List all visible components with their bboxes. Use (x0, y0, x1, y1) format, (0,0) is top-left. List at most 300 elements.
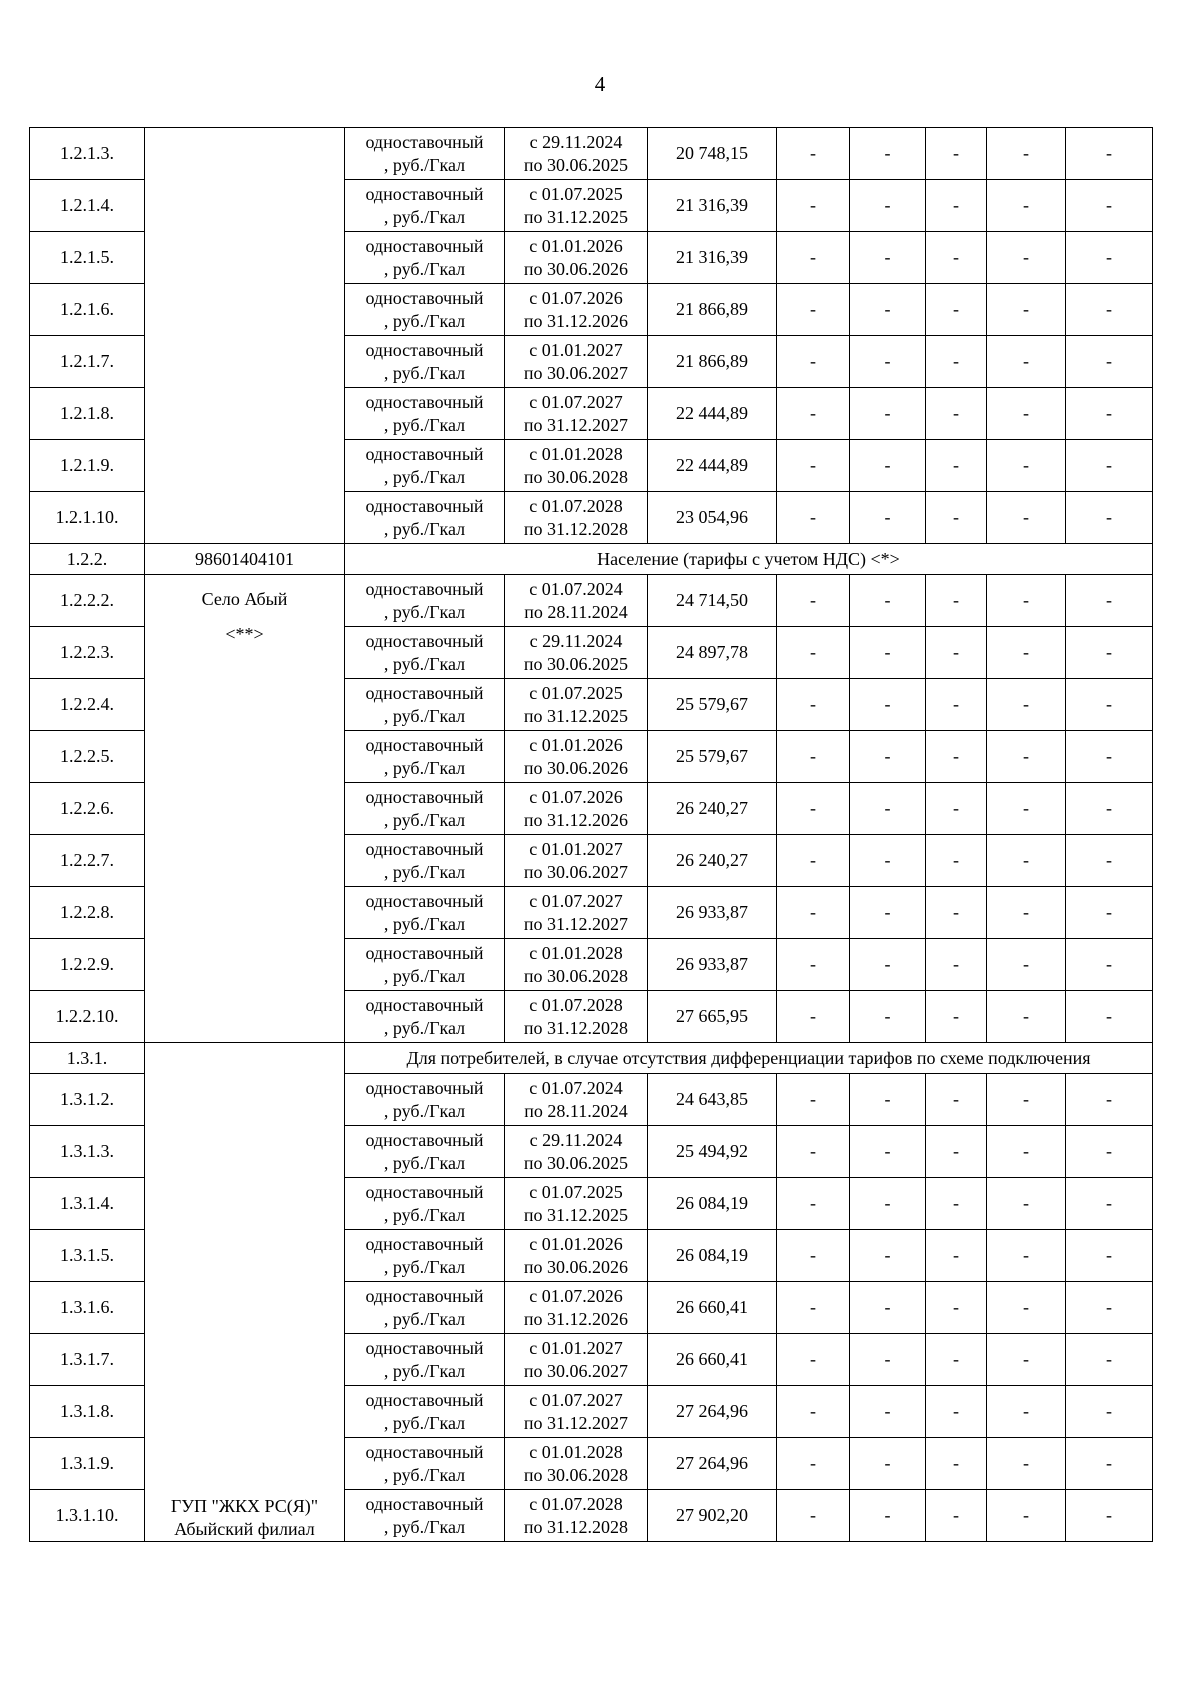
row-number: 1.2.2.4. (30, 679, 145, 731)
empty-value: - (1066, 1334, 1153, 1386)
tariff-value: 20 748,15 (648, 128, 777, 180)
period-line: по 31.12.2027 (523, 1412, 629, 1433)
rate-type-line: , руб./Гкал (383, 466, 466, 487)
empty-value: - (926, 575, 987, 627)
rate-type (345, 492, 505, 544)
empty-value: - (850, 128, 926, 180)
period-line: с 01.07.2027 (529, 890, 623, 911)
empty-value: - (987, 336, 1066, 388)
period-line: по 30.06.2028 (523, 965, 629, 986)
row-number: 1.2.1.3. (30, 128, 145, 180)
rate-type (345, 232, 505, 284)
empty-value: - (777, 128, 850, 180)
row-number: 1.2.2.10. (30, 991, 145, 1043)
empty-value: - (777, 1490, 850, 1542)
empty-value: - (926, 440, 987, 492)
period (505, 128, 648, 180)
rate-type-line: одноставочный (365, 578, 484, 599)
tariff-value: 26 660,41 (648, 1334, 777, 1386)
empty-value: - (850, 835, 926, 887)
row-number: 1.3.1.8. (30, 1386, 145, 1438)
rate-type (345, 1126, 505, 1178)
empty-value: - (926, 679, 987, 731)
row-number: 1.2.2.7. (30, 835, 145, 887)
tariff-value: 22 444,89 (648, 388, 777, 440)
period (505, 1334, 648, 1386)
empty-value: - (850, 388, 926, 440)
period-line: с 01.07.2026 (529, 1285, 623, 1306)
rate-type (345, 1386, 505, 1438)
empty-value: - (777, 575, 850, 627)
empty-value: - (777, 1282, 850, 1334)
empty-value: - (926, 336, 987, 388)
empty-value: - (987, 939, 1066, 991)
page-number: 4 (594, 72, 606, 96)
empty-value: - (1066, 575, 1153, 627)
rate-type (345, 783, 505, 835)
empty-value: - (1066, 1282, 1153, 1334)
period-line: с 01.01.2028 (529, 1441, 623, 1462)
empty-value: - (850, 679, 926, 731)
empty-value: - (926, 180, 987, 232)
period-line: с 29.11.2024 (529, 131, 623, 152)
rate-type-line: , руб./Гкал (383, 414, 466, 435)
empty-value: - (987, 575, 1066, 627)
tariff-value: 21 316,39 (648, 180, 777, 232)
rate-type-line: одноставочный (365, 131, 484, 152)
tariff-value: 22 444,89 (648, 440, 777, 492)
empty-value: - (987, 835, 1066, 887)
empty-value: - (850, 1178, 926, 1230)
rate-type-line: одноставочный (365, 1233, 484, 1254)
row-number: 1.3.1.10. (30, 1490, 145, 1542)
rate-type-line: , руб./Гкал (383, 1017, 466, 1038)
empty-value: - (777, 388, 850, 440)
empty-value: - (777, 284, 850, 336)
period-line: по 31.12.2028 (523, 518, 629, 539)
period-line: с 01.01.2026 (529, 734, 623, 755)
rate-type-line: , руб./Гкал (383, 1360, 466, 1381)
rate-type-line: , руб./Гкал (383, 757, 466, 778)
tariff-value: 21 866,89 (648, 284, 777, 336)
rate-type-line: , руб./Гкал (383, 1152, 466, 1173)
org-name-cell (145, 1043, 345, 1542)
empty-value: - (987, 388, 1066, 440)
empty-value: - (987, 1490, 1066, 1542)
empty-value: - (987, 1334, 1066, 1386)
organization-name: Абыйский филиал (174, 1519, 315, 1539)
rate-type (345, 575, 505, 627)
period (505, 1282, 648, 1334)
period-line: по 31.12.2027 (523, 414, 629, 435)
rate-type-line: , руб./Гкал (383, 1204, 466, 1225)
period-line: по 31.12.2025 (523, 1204, 629, 1225)
empty-value: - (987, 1438, 1066, 1490)
empty-value: - (987, 1178, 1066, 1230)
empty-value: - (1066, 887, 1153, 939)
empty-value: - (777, 887, 850, 939)
row-number: 1.2.1.6. (30, 284, 145, 336)
rate-type-line: , руб./Гкал (383, 913, 466, 934)
rate-type-line: одноставочный (365, 942, 484, 963)
settlement-name: Село Абый (201, 589, 288, 609)
period-line: с 01.07.2027 (529, 391, 623, 412)
period-line: с 01.01.2027 (529, 838, 623, 859)
empty-value: - (1066, 232, 1153, 284)
empty-value: - (1066, 128, 1153, 180)
rate-type-line: одноставочный (365, 183, 484, 204)
empty-value: - (850, 1438, 926, 1490)
rate-type (345, 440, 505, 492)
rate-type (345, 835, 505, 887)
empty-value: - (987, 1230, 1066, 1282)
empty-value: - (987, 783, 1066, 835)
rate-type-line: одноставочный (365, 1441, 484, 1462)
rate-type (345, 939, 505, 991)
empty-value: - (1066, 783, 1153, 835)
row-number: 1.3.1. (30, 1043, 145, 1074)
empty-value: - (777, 1074, 850, 1126)
rate-type (345, 991, 505, 1043)
rate-type-line: , руб./Гкал (383, 1516, 466, 1537)
empty-value: - (1066, 1126, 1153, 1178)
empty-value: - (850, 1282, 926, 1334)
row-number: 1.2.1.4. (30, 180, 145, 232)
period (505, 388, 648, 440)
rate-type-line: , руб./Гкал (383, 518, 466, 539)
tariff-value: 27 902,20 (648, 1490, 777, 1542)
section-label: Население (тарифы с учетом НДС) <*> (345, 544, 1153, 575)
row-number: 1.2.1.9. (30, 440, 145, 492)
period (505, 1490, 648, 1542)
empty-value: - (850, 887, 926, 939)
rate-type-line: одноставочный (365, 1389, 484, 1410)
period-line: по 30.06.2025 (523, 1152, 629, 1173)
empty-value: - (850, 1230, 926, 1282)
rate-type-line: одноставочный (365, 235, 484, 256)
period (505, 1230, 648, 1282)
rate-type-line: , руб./Гкал (383, 809, 466, 830)
period-line: с 01.01.2028 (529, 443, 623, 464)
period (505, 492, 648, 544)
rate-type (345, 284, 505, 336)
period (505, 627, 648, 679)
settlement-cell (145, 575, 345, 1043)
rate-type-line: одноставочный (365, 495, 484, 516)
empty-value: - (850, 492, 926, 544)
period-line: с 01.01.2026 (529, 1233, 623, 1254)
row-number: 1.2.1.10. (30, 492, 145, 544)
period-line: по 30.06.2028 (523, 466, 629, 487)
empty-value: - (777, 440, 850, 492)
empty-value: - (1066, 492, 1153, 544)
period-line: с 01.01.2026 (529, 235, 623, 256)
empty-value: - (926, 887, 987, 939)
row-number: 1.2.2.3. (30, 627, 145, 679)
tariff-table (29, 127, 1153, 1542)
empty-value: - (926, 835, 987, 887)
period-line: по 31.12.2028 (523, 1516, 629, 1537)
period (505, 939, 648, 991)
period (505, 731, 648, 783)
empty-value: - (1066, 284, 1153, 336)
rate-type-line: , руб./Гкал (383, 362, 466, 383)
period-line: с 01.07.2026 (529, 786, 623, 807)
rate-type (345, 1438, 505, 1490)
empty-value: - (926, 284, 987, 336)
rate-type (345, 731, 505, 783)
empty-value: - (987, 991, 1066, 1043)
empty-value: - (987, 627, 1066, 679)
rate-type-line: одноставочный (365, 890, 484, 911)
empty-value: - (926, 232, 987, 284)
row-number: 1.2.2.8. (30, 887, 145, 939)
period-line: с 01.01.2028 (529, 942, 623, 963)
empty-value: - (777, 180, 850, 232)
period-line: с 01.07.2027 (529, 1389, 623, 1410)
period-line: по 31.12.2027 (523, 913, 629, 934)
empty-value: - (850, 731, 926, 783)
period-line: по 30.06.2028 (523, 1464, 629, 1485)
rate-type-line: одноставочный (365, 786, 484, 807)
empty-value: - (777, 1386, 850, 1438)
rate-type (345, 679, 505, 731)
empty-value: - (777, 232, 850, 284)
empty-value: - (987, 679, 1066, 731)
period-line: по 30.06.2026 (523, 1256, 629, 1277)
empty-value: - (926, 731, 987, 783)
empty-value: - (1066, 1178, 1153, 1230)
period-line: с 01.07.2028 (529, 994, 623, 1015)
empty-value: - (850, 1490, 926, 1542)
period-line: с 29.11.2024 (529, 1129, 623, 1150)
empty-value: - (850, 575, 926, 627)
rate-type (345, 627, 505, 679)
tariff-value: 26 933,87 (648, 887, 777, 939)
tariff-value: 25 579,67 (648, 731, 777, 783)
empty-value: - (850, 1386, 926, 1438)
period (505, 679, 648, 731)
period-line: с 01.07.2025 (529, 183, 623, 204)
empty-value: - (987, 1126, 1066, 1178)
row-number: 1.2.2. (30, 544, 145, 575)
row-number: 1.2.2.9. (30, 939, 145, 991)
empty-value: - (1066, 1386, 1153, 1438)
empty-value: - (777, 1178, 850, 1230)
period-line: по 31.12.2026 (523, 310, 629, 331)
period (505, 1074, 648, 1126)
tariff-value: 26 084,19 (648, 1230, 777, 1282)
empty-value: - (926, 627, 987, 679)
rate-type-line: одноставочный (365, 994, 484, 1015)
period (505, 1386, 648, 1438)
empty-value: - (777, 336, 850, 388)
row-number: 1.3.1.3. (30, 1126, 145, 1178)
rate-type-line: одноставочный (365, 391, 484, 412)
period (505, 991, 648, 1043)
period-line: с 01.07.2025 (529, 682, 623, 703)
rate-type (345, 1074, 505, 1126)
tariff-value: 27 665,95 (648, 991, 777, 1043)
empty-value: - (926, 1386, 987, 1438)
empty-value: - (1066, 731, 1153, 783)
period-line: с 29.11.2024 (529, 630, 623, 651)
rate-type (345, 1334, 505, 1386)
rate-type-line: , руб./Гкал (383, 1412, 466, 1433)
period-line: с 01.07.2025 (529, 1181, 623, 1202)
rate-type-line: , руб./Гкал (383, 705, 466, 726)
period-line: по 30.06.2027 (523, 861, 629, 882)
period-line: по 31.12.2025 (523, 705, 629, 726)
empty-value: - (926, 492, 987, 544)
period (505, 575, 648, 627)
period (505, 232, 648, 284)
rate-type (345, 887, 505, 939)
period-line: с 01.07.2028 (529, 495, 623, 516)
period (505, 835, 648, 887)
tariff-value: 23 054,96 (648, 492, 777, 544)
rate-type-line: , руб./Гкал (383, 206, 466, 227)
period-line: по 31.12.2028 (523, 1017, 629, 1038)
tariff-value: 26 240,27 (648, 783, 777, 835)
tariff-value: 24 643,85 (648, 1074, 777, 1126)
period (505, 440, 648, 492)
empty-value: - (1066, 991, 1153, 1043)
rate-type (345, 1282, 505, 1334)
rate-type-line: одноставочный (365, 682, 484, 703)
empty-value: - (1066, 679, 1153, 731)
rate-type (345, 180, 505, 232)
rate-type (345, 128, 505, 180)
rate-type (345, 1178, 505, 1230)
empty-value: - (850, 440, 926, 492)
rate-type-line: одноставочный (365, 287, 484, 308)
tariff-value: 21 316,39 (648, 232, 777, 284)
row-number: 1.2.2.5. (30, 731, 145, 783)
period-line: по 31.12.2026 (523, 1308, 629, 1329)
empty-value: - (926, 1074, 987, 1126)
empty-value: - (987, 440, 1066, 492)
empty-value: - (926, 1230, 987, 1282)
period-line: с 01.01.2027 (529, 1337, 623, 1358)
period (505, 180, 648, 232)
empty-value: - (926, 1178, 987, 1230)
period (505, 783, 648, 835)
row-number: 1.3.1.7. (30, 1334, 145, 1386)
empty-value: - (777, 1334, 850, 1386)
empty-value: - (987, 1282, 1066, 1334)
row-number: 1.3.1.5. (30, 1230, 145, 1282)
tariff-table-body (30, 128, 1153, 1542)
empty-value: - (777, 783, 850, 835)
empty-value: - (1066, 440, 1153, 492)
empty-value: - (777, 1126, 850, 1178)
empty-value: - (926, 1334, 987, 1386)
table-row (30, 128, 1153, 180)
empty-value: - (926, 991, 987, 1043)
rate-type-line: одноставочный (365, 734, 484, 755)
tariff-value: 25 579,67 (648, 679, 777, 731)
row-number: 1.2.1.7. (30, 336, 145, 388)
period (505, 1178, 648, 1230)
period-line: с 01.07.2024 (529, 1077, 623, 1098)
rate-type-line: , руб./Гкал (383, 1308, 466, 1329)
rate-type-line: , руб./Гкал (383, 310, 466, 331)
rate-type (345, 1490, 505, 1542)
empty-value: - (777, 835, 850, 887)
empty-value: - (926, 128, 987, 180)
rate-type-line: одноставочный (365, 1181, 484, 1202)
rate-type-line: одноставочный (365, 1337, 484, 1358)
empty-value: - (850, 1126, 926, 1178)
period-line: по 31.12.2025 (523, 206, 629, 227)
settlement-note: <**> (225, 624, 264, 644)
rate-type-line: , руб./Гкал (383, 861, 466, 882)
rate-type-line: , руб./Гкал (383, 1100, 466, 1121)
empty-value: - (926, 1490, 987, 1542)
empty-value: - (777, 627, 850, 679)
empty-value: - (850, 939, 926, 991)
empty-value: - (987, 1074, 1066, 1126)
empty-value: - (987, 284, 1066, 336)
rate-type-line: , руб./Гкал (383, 258, 466, 279)
rate-type-line: одноставочный (365, 1285, 484, 1306)
period-line: по 30.06.2026 (523, 757, 629, 778)
empty-value: - (777, 1438, 850, 1490)
rate-type-line: одноставочный (365, 630, 484, 651)
tariff-value: 26 660,41 (648, 1282, 777, 1334)
empty-value: - (1066, 939, 1153, 991)
empty-value: - (777, 492, 850, 544)
period-line: по 31.12.2026 (523, 809, 629, 830)
empty-value: - (926, 1438, 987, 1490)
empty-value: - (1066, 1438, 1153, 1490)
row-number: 1.2.1.5. (30, 232, 145, 284)
empty-value: - (1066, 180, 1153, 232)
empty-value: - (1066, 627, 1153, 679)
period (505, 887, 648, 939)
row-number: 1.2.2.6. (30, 783, 145, 835)
row-number: 1.3.1.4. (30, 1178, 145, 1230)
empty-value: - (850, 627, 926, 679)
section-row (30, 1043, 1153, 1074)
period (505, 284, 648, 336)
period-line: по 30.06.2025 (523, 154, 629, 175)
tariff-value: 24 897,78 (648, 627, 777, 679)
period-line: с 01.01.2027 (529, 339, 623, 360)
period-line: с 01.07.2024 (529, 578, 623, 599)
empty-value: - (1066, 1074, 1153, 1126)
tariff-value: 25 494,92 (648, 1126, 777, 1178)
tariff-value: 26 933,87 (648, 939, 777, 991)
row-number: 1.3.1.6. (30, 1282, 145, 1334)
empty-value: - (850, 1074, 926, 1126)
empty-value: - (850, 991, 926, 1043)
rate-type-line: одноставочный (365, 1493, 484, 1514)
tariff-value: 26 240,27 (648, 835, 777, 887)
rate-type-line: , руб./Гкал (383, 965, 466, 986)
empty-value: - (987, 887, 1066, 939)
empty-value: - (987, 232, 1066, 284)
rate-type-line: одноставочный (365, 339, 484, 360)
period-line: с 01.07.2026 (529, 287, 623, 308)
tariff-value: 26 084,19 (648, 1178, 777, 1230)
rate-type-line: одноставочный (365, 1129, 484, 1150)
rate-type (345, 1230, 505, 1282)
period (505, 336, 648, 388)
rate-type-line: , руб./Гкал (383, 1256, 466, 1277)
oktmo-code: 98601404101 (145, 544, 345, 575)
